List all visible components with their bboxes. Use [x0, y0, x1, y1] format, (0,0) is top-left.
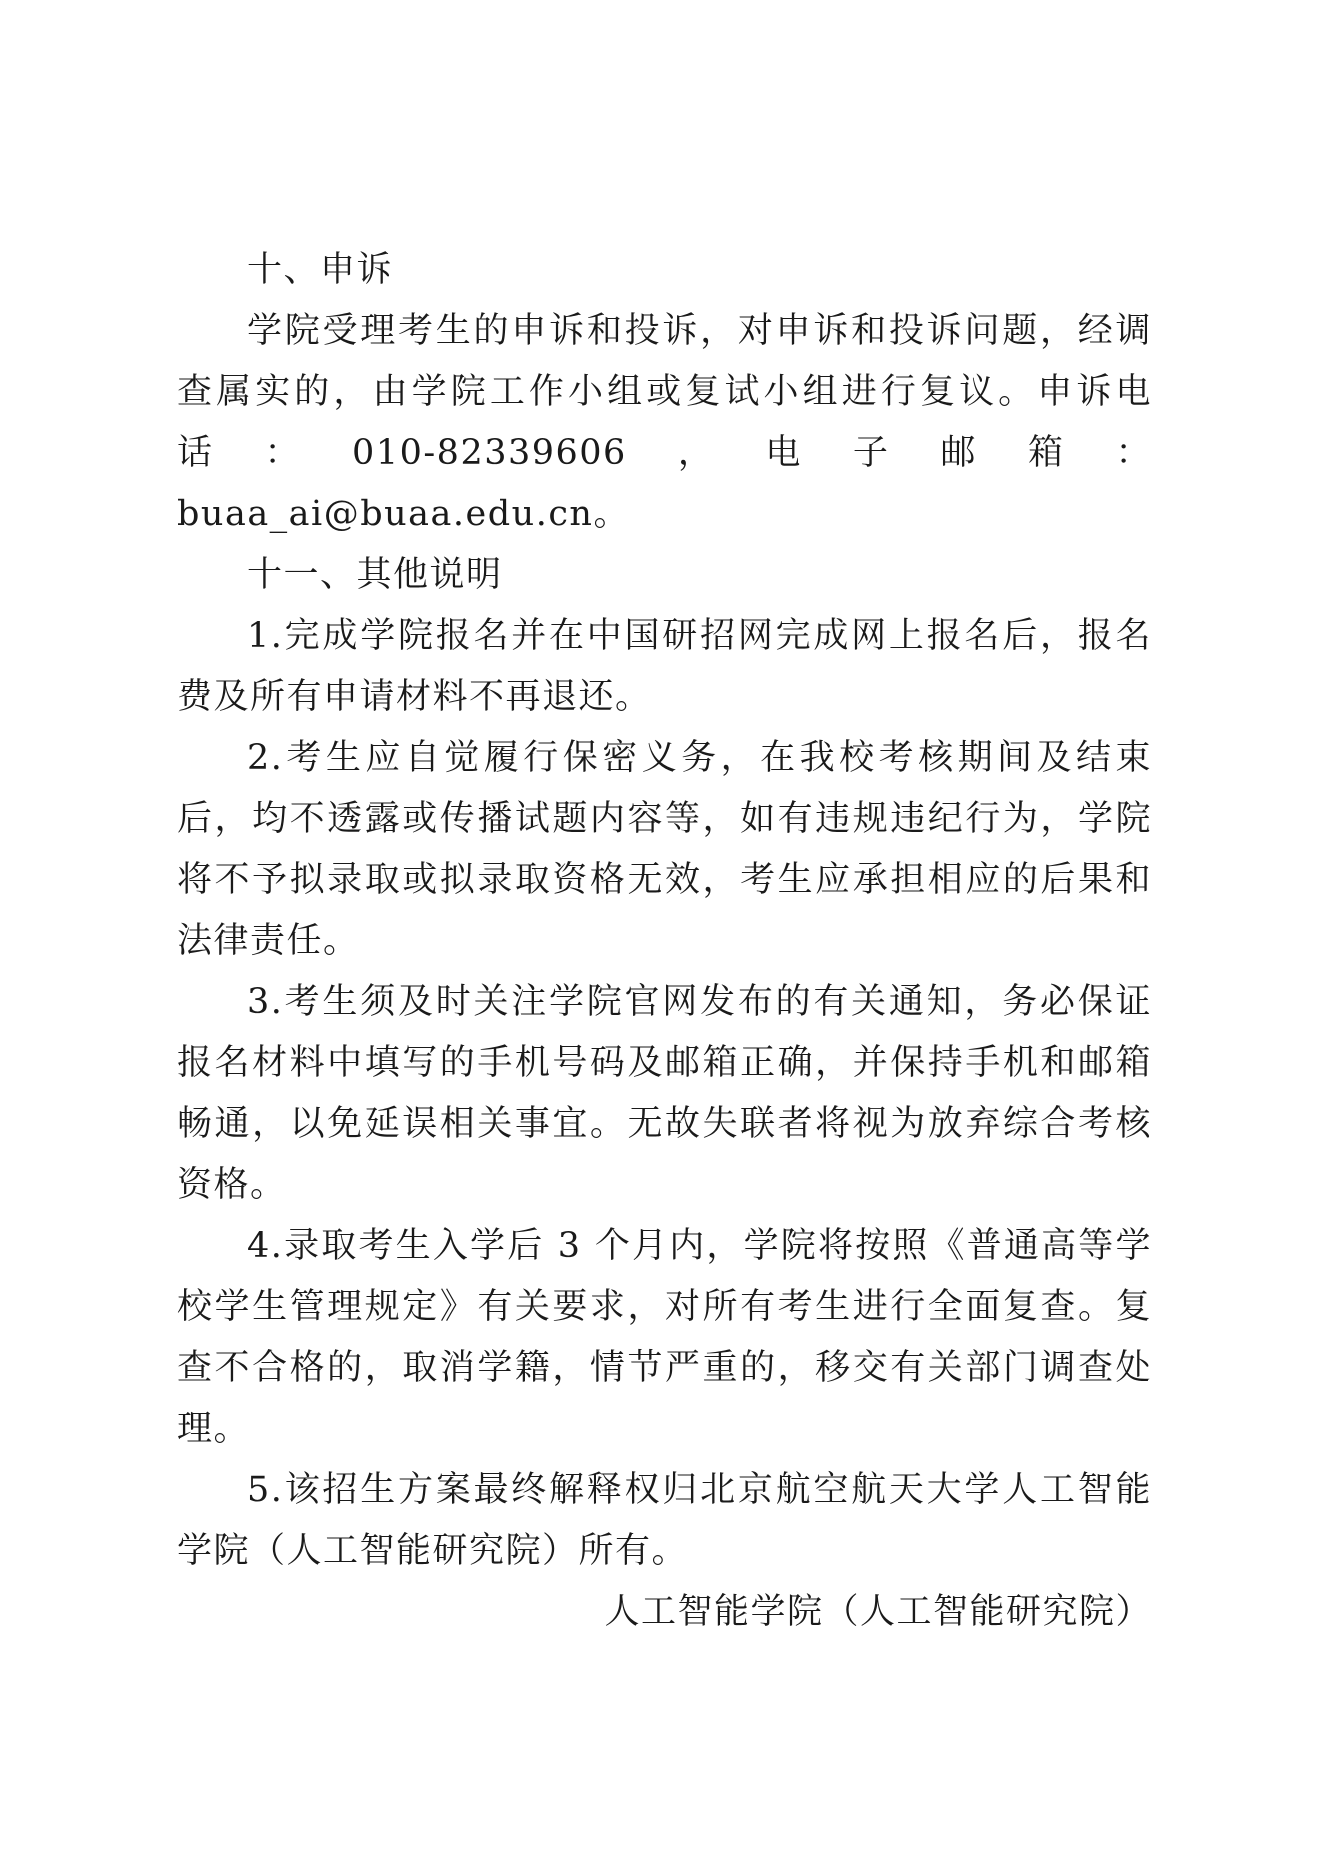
section-heading-other: 十一、其他说明	[247, 555, 503, 595]
other-item-1: 1.完成学院报名并在中国研招网完成网上报名后，报名费及所有申请材料不再退还。	[177, 616, 1152, 717]
other-item-3: 3.考生须及时关注学院官网发布的有关通知，务必保证报名材料中填写的手机号码及邮箱正确，并保持手机和邮箱畅通，以免延误相关事宜。无故失联者将视为放弃综合考核资格。	[177, 982, 1152, 1205]
signature: 人工智能学院（人工智能研究院）	[604, 1592, 1152, 1632]
document-body	[177, 240, 1152, 1643]
other-item-4: 4.录取考生入学后 3 个月内，学院将按照《普通高等学校学生管理规定》有关要求，对所有考生进行全面复查。复查不合格的，取消学籍，情节严重的，移交有关部门调查处理。	[177, 1226, 1152, 1449]
other-item-2: 2.考生应自觉履行保密义务，在我校考核期间及结束后，均不透露或传播试题内容等，如有违规违纪行为，学院将不予拟录取或拟录取资格无效，考生应承担相应的后果和法律责任。	[177, 738, 1152, 961]
appeal-paragraph: 学院受理考生的申诉和投诉，对申诉和投诉问题，经调查属实的，由学院工作小组或复试小组进行复议。申诉电话：010-82339606，电子邮箱：buaa_ai@buaa.edu.cn。	[177, 311, 1152, 534]
other-item-5: 5.该招生方案最终解释权归北京航空航天大学人工智能学院（人工智能研究院）所有。	[177, 1470, 1152, 1571]
section-heading-appeal: 十、申诉	[247, 250, 394, 290]
